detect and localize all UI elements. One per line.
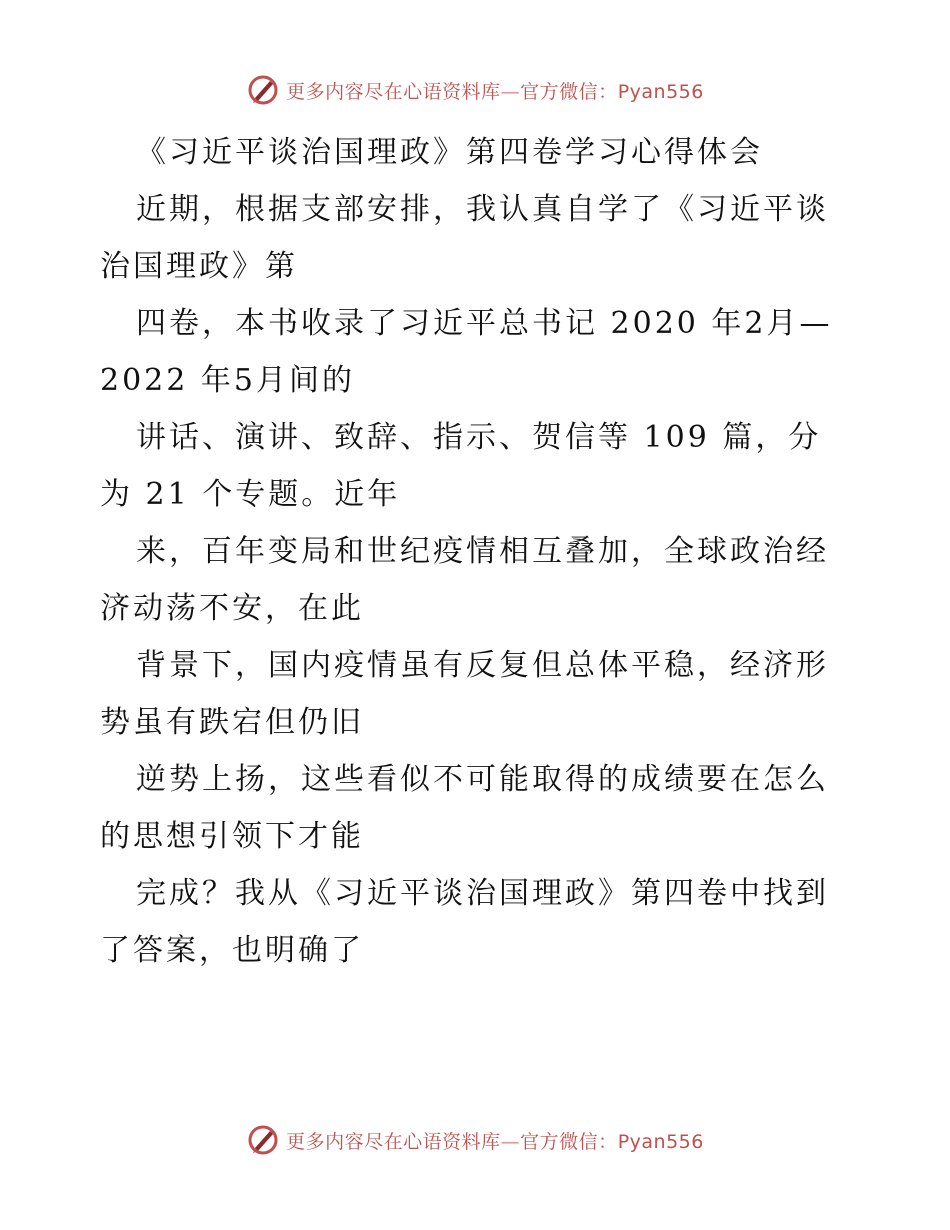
header-watermark-banner — [0, 68, 950, 112]
document-title: 《习近平谈治国理政》第四卷学习心得体会 — [136, 135, 763, 170]
site-name: 更多内容尽在心语资料库 — [286, 1130, 501, 1153]
site-name: 更多内容尽在心语资料库 — [286, 80, 501, 103]
paragraph-line: 济动荡不安，在此 — [100, 591, 364, 626]
paragraph-line: 逆势上扬，这些看似不可能取得的成绩要在怎么 — [136, 762, 829, 797]
watermark-text — [286, 1127, 704, 1154]
paragraph-line: 治国理政》第 — [100, 249, 298, 284]
document-body — [100, 124, 860, 979]
separator: — — [500, 1130, 521, 1153]
paragraph-line: 为 21 个专题。近年 — [100, 477, 401, 512]
watermark-text — [286, 77, 704, 104]
wechat-label: 官方微信： — [520, 80, 618, 103]
wechat-id: Pyan556 — [617, 1130, 704, 1153]
paragraph-line: 四卷，本书收录了习近平总书记 2020 年2月— — [136, 306, 833, 341]
wechat-label: 官方微信： — [520, 1130, 618, 1153]
paragraph-line: 讲话、演讲、致辞、指示、贺信等 109 篇，分 — [136, 420, 822, 455]
pen-circle-logo-icon — [246, 1123, 280, 1157]
paragraph-line: 2022 年5月间的 — [100, 363, 355, 398]
footer-watermark-banner — [0, 1118, 950, 1162]
wechat-id: Pyan556 — [617, 80, 704, 103]
separator: — — [500, 80, 521, 103]
paragraph-line: 的思想引领下才能 — [100, 819, 364, 854]
paragraph-line: 背景下，国内疫情虽有反复但总体平稳，经济形 — [136, 648, 829, 683]
paragraph-line: 了答案，也明确了 — [100, 933, 364, 968]
pen-circle-logo-icon — [246, 73, 280, 107]
paragraph-line: 完成？我从《习近平谈治国理政》第四卷中找到 — [136, 876, 829, 911]
paragraph-line: 势虽有跌宕但仍旧 — [100, 705, 364, 740]
paragraph-line: 近期，根据支部安排，我认真自学了《习近平谈 — [136, 192, 829, 227]
paragraph-line: 来，百年变局和世纪疫情相互叠加，全球政治经 — [136, 534, 829, 569]
